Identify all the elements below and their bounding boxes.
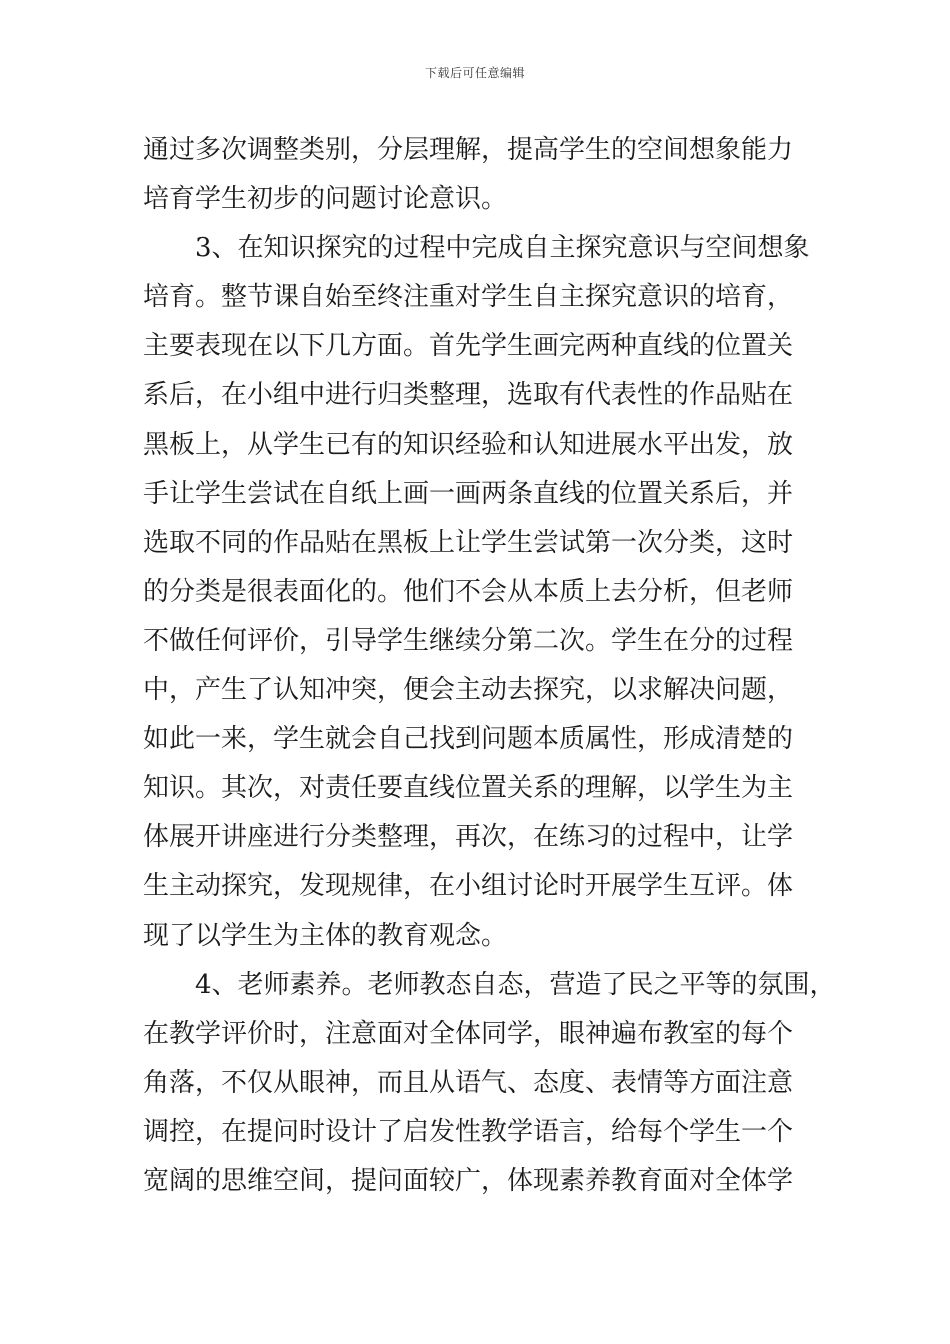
text-line: 中，产生了认知冲突，便会主动去探究，以求解决问题， — [143, 675, 794, 706]
text-line: 宽阔的思维空间，提问面较广，体现素养教育面对全体学 — [143, 1165, 794, 1196]
body-text — [143, 126, 836, 1206]
text-line: 系后，在小组中进行归类整理，选取有代表性的作品贴在 — [143, 380, 794, 411]
text-line: 黑板上，从学生已有的知识经验和认知进展水平出发，放 — [143, 429, 794, 460]
text-line: 知识。其次，对责任要直线位置关系的理解，以学生为主 — [143, 773, 794, 804]
text-line: 调控，在提问时设计了启发性教学语言，给每个学生一个 — [143, 1116, 794, 1147]
text-line: 培育学生初步的问题讨论意识。 — [143, 184, 508, 215]
page-header: 下载后可任意编辑 — [424, 66, 525, 80]
text-line: 生主动探究，发现规律，在小组讨论时开展学生互评。体 — [143, 871, 794, 902]
text-line: 不做任何评价，引导学生继续分第二次。学生在分的过程 — [143, 625, 794, 656]
text-line: 的分类是很表面化的。他们不会从本质上去分析，但老师 — [143, 576, 794, 607]
text-line: 主要表现在以下几方面。首先学生画完两种直线的位置关 — [143, 331, 794, 362]
text-line: 如此一来，学生就会自己找到问题本质属性，形成清楚的 — [143, 724, 794, 755]
text-line: 角落，不仅从眼神，而且从语气、态度、表情等方面注意 — [143, 1067, 794, 1098]
paragraph-3-start: 3、在知识探究的过程中完成自主探究意识与空间想象 — [195, 233, 810, 264]
text-line: 体展开讲座进行分类整理，再次，在练习的过程中，让学 — [143, 822, 794, 853]
text-line: 在教学评价时，注意面对全体同学，眼神遍布教室的每个 — [143, 1018, 794, 1049]
text-line: 手让学生尝试在自纸上画一画两条直线的位置关系后，并 — [143, 478, 794, 509]
text-line: 选取不同的作品贴在黑板上让学生尝试第一次分类，这时 — [143, 527, 794, 558]
text-line: 现了以学生为主体的教育观念。 — [143, 920, 508, 951]
text-line: 通过多次调整类别，分层理解，提高学生的空间想象能力 — [143, 135, 794, 165]
text-line: 培育。整节课自始至终注重对学生自主探究意识的培育， — [143, 282, 794, 313]
paragraph-4-start: 4、老师素养。老师教态自态，营造了民之平等的氛围， — [195, 969, 836, 1000]
